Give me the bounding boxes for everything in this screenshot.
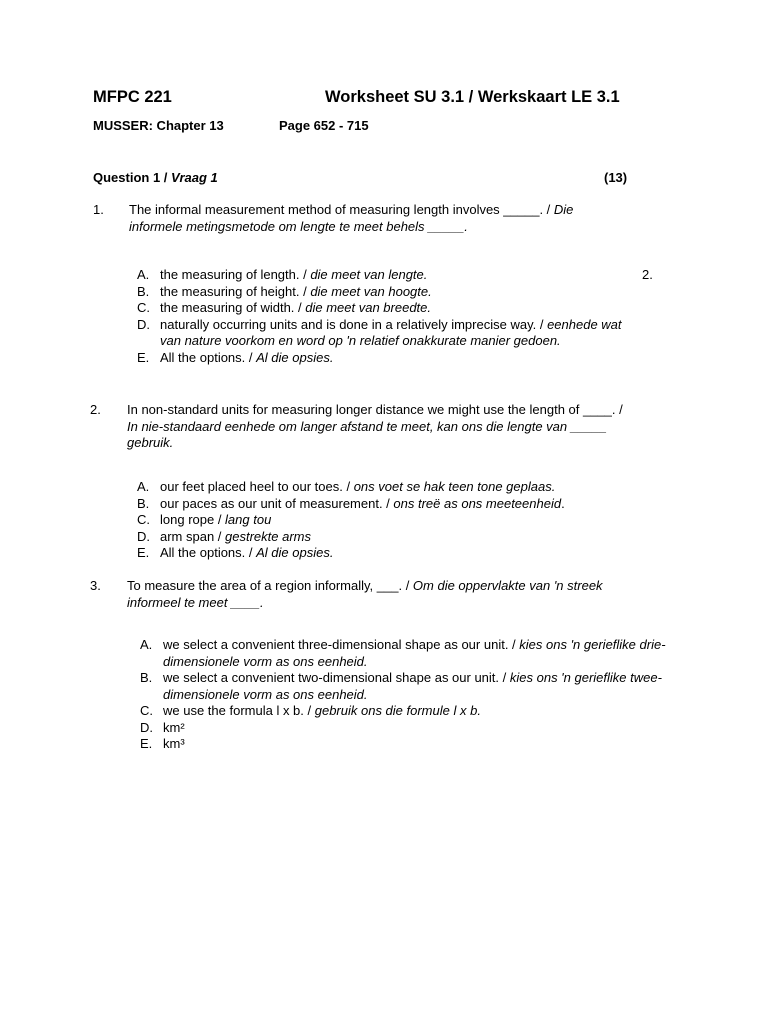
question-label-af: Vraag 1 [171, 170, 218, 185]
option-text-en: we select a convenient two-dimensional shape as our unit. / [163, 670, 510, 685]
item-3-option-e [140, 736, 670, 753]
option-letter: E. [137, 349, 150, 365]
option-text-af: Al die opsies. [256, 349, 334, 365]
item-2-stem-en: In non-standard units for measuring longer distance we might use the length of ____. / [127, 402, 623, 417]
option-text-en: our paces as our unit of measurement. / [160, 495, 394, 511]
option-text-en: km² [163, 719, 185, 735]
item-2-option-c [137, 512, 637, 529]
item-3-stem-en: To measure the area of a region informally, ___. / [127, 578, 413, 593]
question-marks: (13) [604, 170, 628, 185]
option-letter: A. [137, 267, 150, 282]
item-3-option-a [140, 637, 670, 670]
option-text-en: All the options. / [160, 545, 257, 560]
option-letter: D. [137, 528, 150, 544]
option-text-en: All the options. / [160, 349, 257, 365]
item-1-option-a [137, 267, 637, 284]
item-1-option-c [137, 300, 637, 317]
question-label-en: Question 1 / [93, 170, 172, 185]
option-text-af: gestrekte arms [225, 528, 312, 544]
option-text-en: we use the formula l x b. / [163, 703, 315, 718]
option-text-en: the measuring of height. / [160, 283, 311, 299]
option-text-af: kies ons 'n gerieflike drie-dimensionele vorm as ons eenheid. [163, 637, 666, 669]
item-1-stem-en: The informal measurement method of measuring length involves _____. / [129, 202, 554, 217]
option-text-af: ons treë as ons meeteenheid [393, 495, 562, 511]
option-text-en: arm span / [160, 528, 226, 544]
option-text-en: naturally occurring units and is done in a relatively imprecise way. / [160, 316, 548, 332]
item-2-option-e [137, 545, 637, 562]
item-3-number: 3. [90, 578, 101, 593]
item-2-option-b [137, 496, 637, 513]
option-text-af: die meet van lengte. [310, 267, 428, 282]
item-2-option-a [137, 479, 637, 496]
course-code: MFPC 221 [93, 88, 172, 106]
option-text-en: km³ [163, 736, 185, 751]
option-letter: B. [137, 283, 150, 299]
option-letter: C. [140, 703, 153, 718]
item-2-number: 2. [90, 402, 101, 417]
option-text-af: gebruik ons die formule l x b. [314, 703, 481, 718]
option-text-af: die meet van breedte. [305, 300, 431, 315]
page-range: Page 652 - 715 [279, 118, 369, 133]
option-letter: A. [137, 479, 150, 494]
item-1-stem-af: Die informele metingsmetode om lengte te meet behels _____. [129, 202, 574, 234]
option-text-en: long rope / [160, 512, 226, 527]
option-text-en: our feet placed heel to our toes. / [160, 479, 354, 494]
option-text-af: die meet van hoogte. [310, 283, 432, 299]
option-text-af: ons voet se hak teen tone geplaas. [353, 479, 556, 494]
item-1-option-d [137, 317, 637, 350]
option-text-af: eenhede wat van nature voorkom en word op 'n relatief onakkurate manier gedoen. [160, 316, 622, 348]
question-heading [93, 170, 218, 185]
item-2-options [137, 479, 637, 562]
textbook-reference: MUSSER: Chapter 13 [93, 118, 224, 133]
option-letter: E. [137, 545, 150, 560]
option-text-af: Al die opsies. [256, 545, 334, 560]
item-3-options [140, 637, 670, 753]
option-letter: D. [140, 719, 153, 735]
option-letter: E. [140, 736, 153, 751]
item-3-stem-af: Om die oppervlakte van 'n streek informeel te meet ____. [127, 578, 603, 610]
item-1-option-b [137, 284, 637, 301]
option-text-en: we select a convenient three-dimensional shape as our unit. / [163, 637, 520, 652]
option-letter: D. [137, 316, 150, 332]
worksheet-title: Worksheet SU 3.1 / Werkskaart LE 3.1 [325, 88, 620, 106]
option-text-tail: . [561, 495, 565, 511]
item-1-option-e [137, 350, 637, 367]
item-2-option-d [137, 529, 637, 546]
item-2-stem-af: In nie-standaard eenhede om langer afstand te meet, kan ons die lengte van _____ gebruik. [127, 418, 607, 450]
item-1-number: 1. [93, 202, 104, 217]
item-1-stem [129, 202, 629, 235]
item-1-side-note: 2. [642, 267, 653, 282]
option-letter: A. [140, 637, 153, 652]
item-1-options [137, 267, 637, 366]
option-text-en: the measuring of width. / [160, 300, 306, 315]
item-2-stem [127, 402, 637, 452]
option-letter: B. [137, 495, 150, 511]
option-text-af: kies ons 'n gerieflike twee-dimensionele vorm as ons eenheid. [163, 670, 662, 702]
item-3-option-b [140, 670, 670, 703]
item-3-stem [127, 578, 627, 611]
option-letter: B. [140, 670, 153, 685]
option-letter: C. [137, 300, 150, 315]
option-letter: C. [137, 512, 150, 527]
item-3-option-c [140, 703, 670, 720]
option-text-en: the measuring of length. / [160, 267, 311, 282]
option-text-af: lang tou [225, 512, 272, 527]
item-3-option-d [140, 720, 670, 737]
